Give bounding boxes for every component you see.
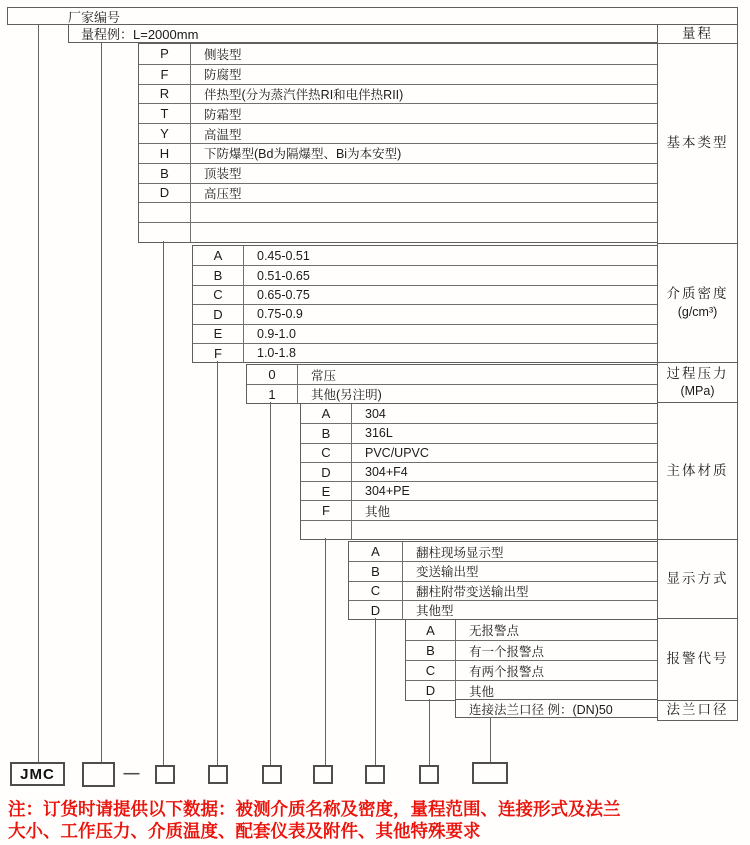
- table-row: A 翻柱现场显示型: [349, 542, 657, 561]
- factory-number-row: [7, 7, 738, 25]
- density-table: [192, 245, 658, 363]
- table-row: D 其他: [406, 680, 657, 700]
- table-row: F 1.0-1.8: [193, 343, 657, 362]
- table-row: C PVC/UPVC: [301, 443, 657, 462]
- alarm-code-table: [405, 619, 658, 701]
- model-code-box-alarm: [419, 765, 439, 784]
- connector-line-factory: [38, 24, 39, 763]
- model-prefix-box: JMC: [10, 762, 65, 786]
- connector-line-pressure: [270, 402, 271, 766]
- table-row: D 0.75-0.9: [193, 304, 657, 323]
- basic-type-table: [138, 43, 658, 243]
- label-material: 主体材质: [658, 403, 737, 540]
- label-basic-type: 基本类型: [658, 44, 737, 244]
- table-row: Y 高温型: [139, 123, 657, 143]
- table-row: C 翻柱附带变送输出型: [349, 581, 657, 600]
- table-row: E 0.9-1.0: [193, 324, 657, 343]
- table-row: P 侧装型: [139, 44, 657, 64]
- category-label-column: [657, 24, 738, 721]
- material-table: [300, 403, 658, 540]
- table-row: R 伴热型(分为蒸汽伴热RI和电伴热RII): [139, 84, 657, 104]
- model-code-box-display: [365, 765, 385, 784]
- model-code-box-material: [313, 765, 333, 784]
- connector-line-flange: [490, 717, 491, 763]
- table-row: 0 常压: [247, 365, 657, 384]
- label-density: 介质密度 (g/cm³): [658, 244, 737, 363]
- connector-line-density: [217, 361, 218, 766]
- model-code-box-range: [82, 762, 115, 787]
- connector-line-range: [101, 43, 102, 763]
- model-code-box-flange: [472, 762, 508, 784]
- connector-line-basic-type: [163, 241, 164, 766]
- table-row: B 有一个报警点: [406, 640, 657, 660]
- display-mode-table: [348, 541, 658, 620]
- model-code-box-pressure: [262, 765, 282, 784]
- table-row: D 其他型: [349, 600, 657, 619]
- table-row: A 无报警点: [406, 620, 657, 640]
- connector-line-display: [375, 618, 376, 766]
- table-row: E 304+PE: [301, 481, 657, 500]
- table-row: A 0.45-0.51: [193, 246, 657, 265]
- table-row: H 下防爆型(Bd为隔爆型、Bi为本安型): [139, 143, 657, 163]
- order-note-line1: 注：订货时请提供以下数据：被测介质名称及密度，量程范围、连接形式及法兰: [8, 799, 621, 819]
- connector-line-alarm: [429, 699, 430, 766]
- model-code-box-density: [208, 765, 228, 784]
- table-row: B 顶装型: [139, 163, 657, 183]
- table-row: F 防腐型: [139, 64, 657, 84]
- factory-number-label: 厂家编号: [68, 9, 121, 25]
- table-row: A 304: [301, 404, 657, 423]
- label-display: 显示方式: [658, 540, 737, 619]
- table-row: B 变送输出型: [349, 561, 657, 580]
- table-row-empty: [139, 222, 657, 242]
- connector-line-material: [325, 538, 326, 766]
- table-row: D 304+F4: [301, 462, 657, 481]
- table-row: D 高压型: [139, 183, 657, 203]
- table-row: C 0.65-0.75: [193, 285, 657, 304]
- pressure-table: [246, 364, 658, 404]
- flange-size-text: 连接法兰口径 例：(DN)50: [469, 702, 613, 717]
- range-example-text: 量程例：L=2000mm: [81, 27, 199, 42]
- order-note: [8, 798, 748, 842]
- table-row: C 有两个报警点: [406, 660, 657, 680]
- label-flange: 法兰口径: [666, 702, 729, 718]
- label-range: 量程: [658, 25, 737, 44]
- table-row: F 其他: [301, 500, 657, 519]
- table-row: B 316L: [301, 423, 657, 442]
- range-example-row: [68, 24, 658, 43]
- order-note-line2: 大小、工作压力、介质温度、配套仪表及附件、其他特殊要求: [8, 821, 481, 841]
- table-row-empty: [301, 520, 657, 539]
- label-pressure: 过程压力 (MPa): [658, 363, 737, 403]
- model-code-box-basic-type: [155, 765, 175, 784]
- flange-size-row: [455, 699, 658, 718]
- table-row: B 0.51-0.65: [193, 265, 657, 284]
- table-row: 1 其他(另注明): [247, 384, 657, 403]
- model-dash: —: [123, 765, 140, 782]
- label-alarm: 报警代号: [658, 619, 737, 701]
- table-row-empty: [139, 202, 657, 222]
- table-row: T 防霜型: [139, 103, 657, 123]
